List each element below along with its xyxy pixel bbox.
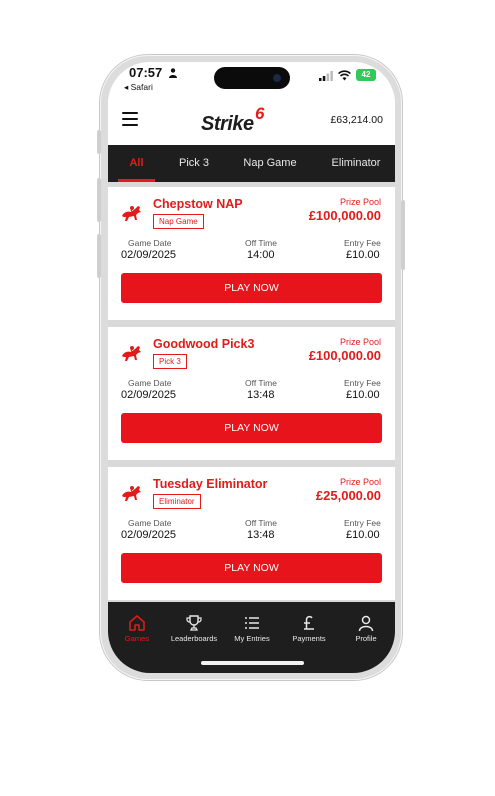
list-icon (243, 614, 261, 632)
game-type-badge: Nap Game (153, 214, 204, 229)
game-date-label: Game Date (128, 518, 172, 528)
logo-text: Strike (201, 113, 254, 135)
game-type-badge: Pick 3 (153, 354, 187, 369)
camera-icon (273, 74, 281, 82)
racehorse-icon (120, 482, 144, 504)
account-balance: £63,214.00 (330, 114, 383, 126)
nav-label: Leaderboards (170, 634, 218, 643)
nav-games[interactable] (108, 602, 166, 650)
phone-screen (108, 62, 395, 673)
phone-action-button (97, 130, 101, 154)
phone-volume-down-button (97, 234, 101, 278)
tab-nap-game[interactable]: Nap Game (243, 157, 297, 169)
tab-pick-3[interactable]: Pick 3 (179, 157, 209, 169)
entry-fee-label: Entry Fee (344, 378, 381, 388)
nav-label: Games (124, 634, 150, 643)
play-now-button[interactable]: PLAY NOW (121, 553, 382, 583)
prize-pool-label: Prize Pool (339, 197, 381, 207)
menu-icon[interactable] (122, 112, 138, 126)
racehorse-icon (120, 202, 144, 224)
entry-fee-value: £10.00 (346, 249, 380, 261)
prize-pool-label: Prize Pool (339, 337, 381, 347)
off-time-value: 13:48 (247, 389, 275, 401)
entry-fee-label: Entry Fee (344, 518, 381, 528)
person-icon (169, 68, 177, 78)
strike6-logo (201, 104, 275, 136)
nav-label: Profile (355, 634, 377, 643)
status-bar (108, 62, 395, 100)
play-now-button[interactable]: PLAY NOW (121, 273, 382, 303)
phone-volume-up-button (97, 178, 101, 222)
off-time-label: Off Time (245, 518, 277, 528)
game-card (108, 467, 395, 600)
trophy-icon (185, 614, 203, 632)
game-date-label: Game Date (128, 238, 172, 248)
prize-pool-value: £100,000.00 (308, 208, 381, 223)
game-card (108, 187, 395, 320)
nav-leaderboards[interactable] (165, 602, 223, 650)
entry-fee-value: £10.00 (346, 529, 380, 541)
nav-my-entries[interactable] (223, 602, 281, 650)
game-title: Goodwood Pick3 (153, 337, 255, 351)
off-time-value: 14:00 (247, 249, 275, 261)
games-list (108, 182, 395, 602)
bottom-navigation (108, 602, 395, 673)
status-time: 07:57 (129, 65, 163, 80)
game-date-value: 02/09/2025 (121, 389, 177, 401)
play-now-button[interactable]: PLAY NOW (121, 413, 382, 443)
logo-number: 6 (255, 104, 265, 123)
game-title: Chepstow NAP (153, 197, 243, 211)
game-date-value: 02/09/2025 (121, 249, 177, 261)
prize-pool-value: £25,000.00 (315, 488, 381, 503)
phone-power-button (401, 200, 405, 270)
off-time-label: Off Time (245, 238, 277, 248)
nav-payments[interactable] (280, 602, 338, 650)
tab-all[interactable]: All (129, 157, 144, 169)
nav-profile[interactable] (337, 602, 395, 650)
signal-icon (319, 71, 333, 81)
off-time-label: Off Time (245, 378, 277, 388)
dynamic-island (214, 67, 290, 89)
game-card (108, 327, 395, 460)
game-date-value: 02/09/2025 (121, 529, 177, 541)
user-icon (357, 614, 375, 632)
game-filter-tabs (108, 145, 395, 182)
game-title: Tuesday Eliminator (153, 477, 268, 491)
prize-pool-label: Prize Pool (339, 477, 381, 487)
back-to-safari-link[interactable]: ◂ Safari (124, 82, 153, 92)
wifi-icon (338, 70, 351, 81)
entry-fee-label: Entry Fee (344, 238, 381, 248)
home-icon (128, 614, 146, 632)
app-header (108, 100, 395, 145)
nav-label: Payments (292, 634, 326, 643)
game-date-label: Game Date (128, 378, 172, 388)
battery-indicator: 42 (356, 69, 376, 81)
prize-pool-value: £100,000.00 (308, 348, 381, 363)
game-type-badge: Eliminator (153, 494, 201, 509)
off-time-value: 13:48 (247, 529, 275, 541)
home-indicator[interactable] (201, 661, 304, 665)
entry-fee-value: £10.00 (346, 389, 380, 401)
nav-label: My Entries (234, 634, 270, 643)
racehorse-icon (120, 342, 144, 364)
tab-eliminator[interactable]: Eliminator (331, 157, 381, 169)
pound-icon (300, 614, 318, 632)
